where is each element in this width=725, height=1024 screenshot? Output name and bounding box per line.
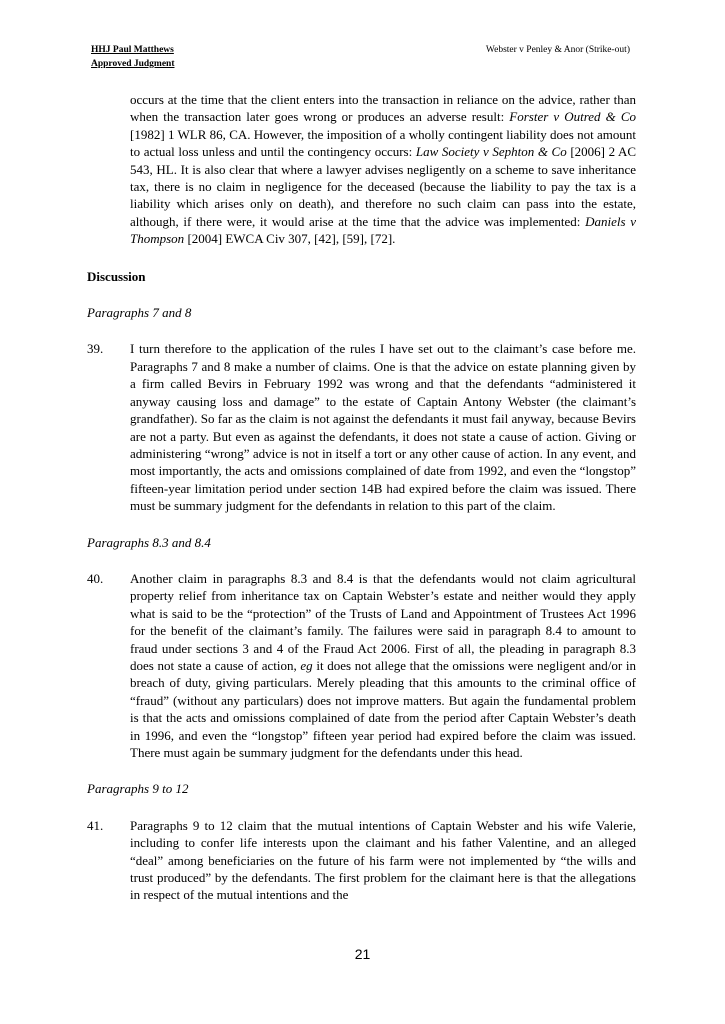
judge-name: HHJ Paul Matthews bbox=[91, 45, 174, 55]
paragraph-41 bbox=[87, 817, 636, 904]
section-heading: Discussion bbox=[87, 268, 146, 284]
case-citation: eg bbox=[300, 657, 313, 673]
judgment-status: Approved Judgment bbox=[91, 59, 175, 69]
subheading-paragraphs-8-3-8-4: Paragraphs 8.3 and 8.4 bbox=[87, 534, 211, 550]
text-run: [2006] 2 AC 543, HL. It is also clear that where a lawyer advises negligently on a scheme to save inheritance tax, there is no claim in negligence for the deceased (because the liability to pay the tax is a liability which arises only on death), and therefore no such claim can pass into the estate, although, if there were, it would arise at the time that the advice was implemented: bbox=[130, 144, 637, 229]
case-title: Webster v Penley & Anor (Strike-out) bbox=[485, 45, 630, 55]
case-citation: Daniels v Thompson bbox=[130, 213, 636, 247]
text-run: occurs at the time that the client enters into the transaction in reliance on the advice, rather than when the transaction later goes wrong or produces an adverse result: bbox=[130, 92, 636, 125]
paragraph-text bbox=[130, 817, 636, 904]
paragraph-number: 40. bbox=[87, 570, 104, 586]
header-left bbox=[91, 43, 175, 71]
text-run: Paragraphs 9 to 12 claim that the mutual intentions of Captain Webster and his wife Valerie, including to confer life interests upon the claimant and his father Valentine, and an alleged “deal” among beneficiaries on the future of his farm were not implemented by “the wills and trust produced” by the defendants. The first problem for the claimant here is that the allegations in respect of the mutual intentions and the bbox=[130, 817, 636, 903]
text-run: [2004] EWCA Civ 307, [42], [59], [72]. bbox=[184, 231, 396, 247]
text-run: it does not allege that the omissions were negligent and/or in breach of duty, giving particulars. Merely pleading that this amounts to the criminal office of “fraud” (without any particulars) does not improve matters. But again the fundamental problem is that the acts and omissions complained of date from the period after Captain Webster’s death in 1996, and even the “longstop” fifteen year period had expired before the claim was issued. There must again be summary judgment for the defendants under this head. bbox=[130, 657, 636, 760]
continued-paragraph bbox=[130, 91, 636, 248]
paragraph-text bbox=[130, 570, 636, 761]
case-citation: Forster v Outred & Co bbox=[509, 109, 636, 125]
paragraph-number: 41. bbox=[87, 817, 104, 833]
subheading-paragraphs-9-12: Paragraphs 9 to 12 bbox=[87, 781, 189, 797]
case-citation: Law Society v Sephton & Co bbox=[415, 144, 567, 160]
text-run: I turn therefore to the application of the rules I have set out to the claimant’s case before me. Paragraphs 7 and 8 make a number of claims. One is that the advice on estate planning given by a firm called Bevirs in February 1992 was wrong and that the defendants “administered it anyway causing loss and damage” to the estate of Captain Antony Webster (the claimant’s grandfather). So far as the claim is not against the defendants it must fail anyway, because Bevirs are not a party. But even as against the defendants, it does not state a cause of action. Giving or administering “wrong” advice is not in itself a tort or any other cause of action. In any event, and most importantly, the acts and omissions complained of date from 1992, and even the “longstop” fifteen-year limitation period under section 14B had expired before the claim was issued. There must be summary judgment for the defendants in relation to this part of the claim. bbox=[130, 341, 636, 514]
paragraph-number: 39. bbox=[87, 341, 104, 357]
text-run: [1982] 1 WLR 86, CA. However, the imposition of a wholly contingent liability does not amount to actual loss unless and until the contingency occurs: bbox=[130, 126, 636, 160]
page-number: 21 bbox=[354, 946, 371, 962]
subheading-paragraphs-7-8: Paragraphs 7 and 8 bbox=[87, 305, 192, 321]
text-run: Another claim in paragraphs 8.3 and 8.4 is that the defendants would not claim agricultural property relief from inheritance tax on Captain Webster’s estate and neither would they apply what is said to be the “protection” of the Trusts of Land and Appointment of Trustees Act 1996 for the benefit of the claimant’s family. The failures were said in paragraph 8.4 to amount to fraud under sections 3 and 4 of the Fraud Act 2006. First of all, the pleading in paragraph 8.3 does not state a cause of action, bbox=[130, 570, 636, 673]
paragraph-40 bbox=[87, 570, 636, 761]
paragraph-text bbox=[130, 340, 636, 514]
paragraph-39 bbox=[87, 340, 636, 514]
judgment-body bbox=[87, 91, 636, 904]
